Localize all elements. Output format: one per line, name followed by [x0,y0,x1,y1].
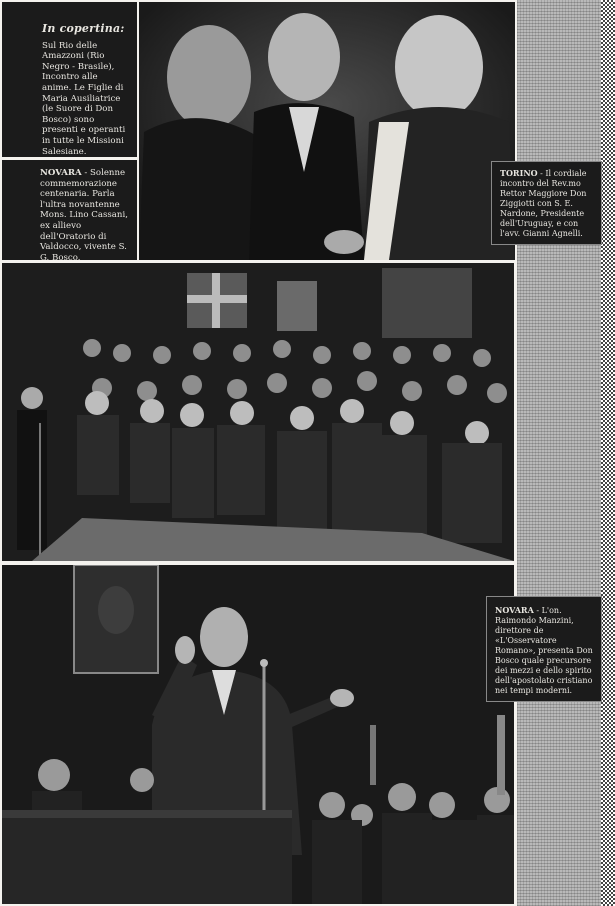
novara-caption-2 [486,596,602,702]
novara-caption-1-text: - Solenne commemorazione centenaria. Parla l'ultra novantenne Mons. Lino Cassani, ex allievo dell'Oratorio di Valdocco, vivente S. G. Bosco. [40,168,128,263]
torino-caption-place: TORINO [500,168,538,178]
photo-torino-meeting [139,2,515,260]
torino-caption [491,161,602,245]
novara-caption-1 [2,160,137,263]
halftone-stripe [517,0,601,906]
checker-border [601,0,615,906]
photo-novara-assembly [2,263,514,561]
cover-caption-text: Sul Rio delle Amazzoni (Rio Negro - Brasile), Incontro alle anime. Le Figlie di Maria Ausiliatrice (le Suore di Don Bosco) sono presenti e operanti in tutte le Missioni Salesiane. [42,40,126,157]
cover-caption-heading: In copertina: [42,22,125,35]
novara-caption-1-place: NOVARA [40,168,82,178]
photo-novara-speaker [2,565,514,904]
torino-caption-text: - Il cordiale incontro del Rev.mo Rettor Maggiore Don Ziggiotti con S. E. Nardone, Presidente dell'Uruguay, e con l'avv. Gianni Agnelli. [500,169,587,238]
novara-caption-2-text: - L'on. Raimondo Manzini, direttore de «L'Osservatore Romano», presenta Don Bosco quale precursore dei mezzi e dello spirito dell'apostolato cristiano nei tempi moderni. [495,606,593,695]
novara-caption-2-place: NOVARA [495,605,534,615]
cover-caption [2,2,137,157]
